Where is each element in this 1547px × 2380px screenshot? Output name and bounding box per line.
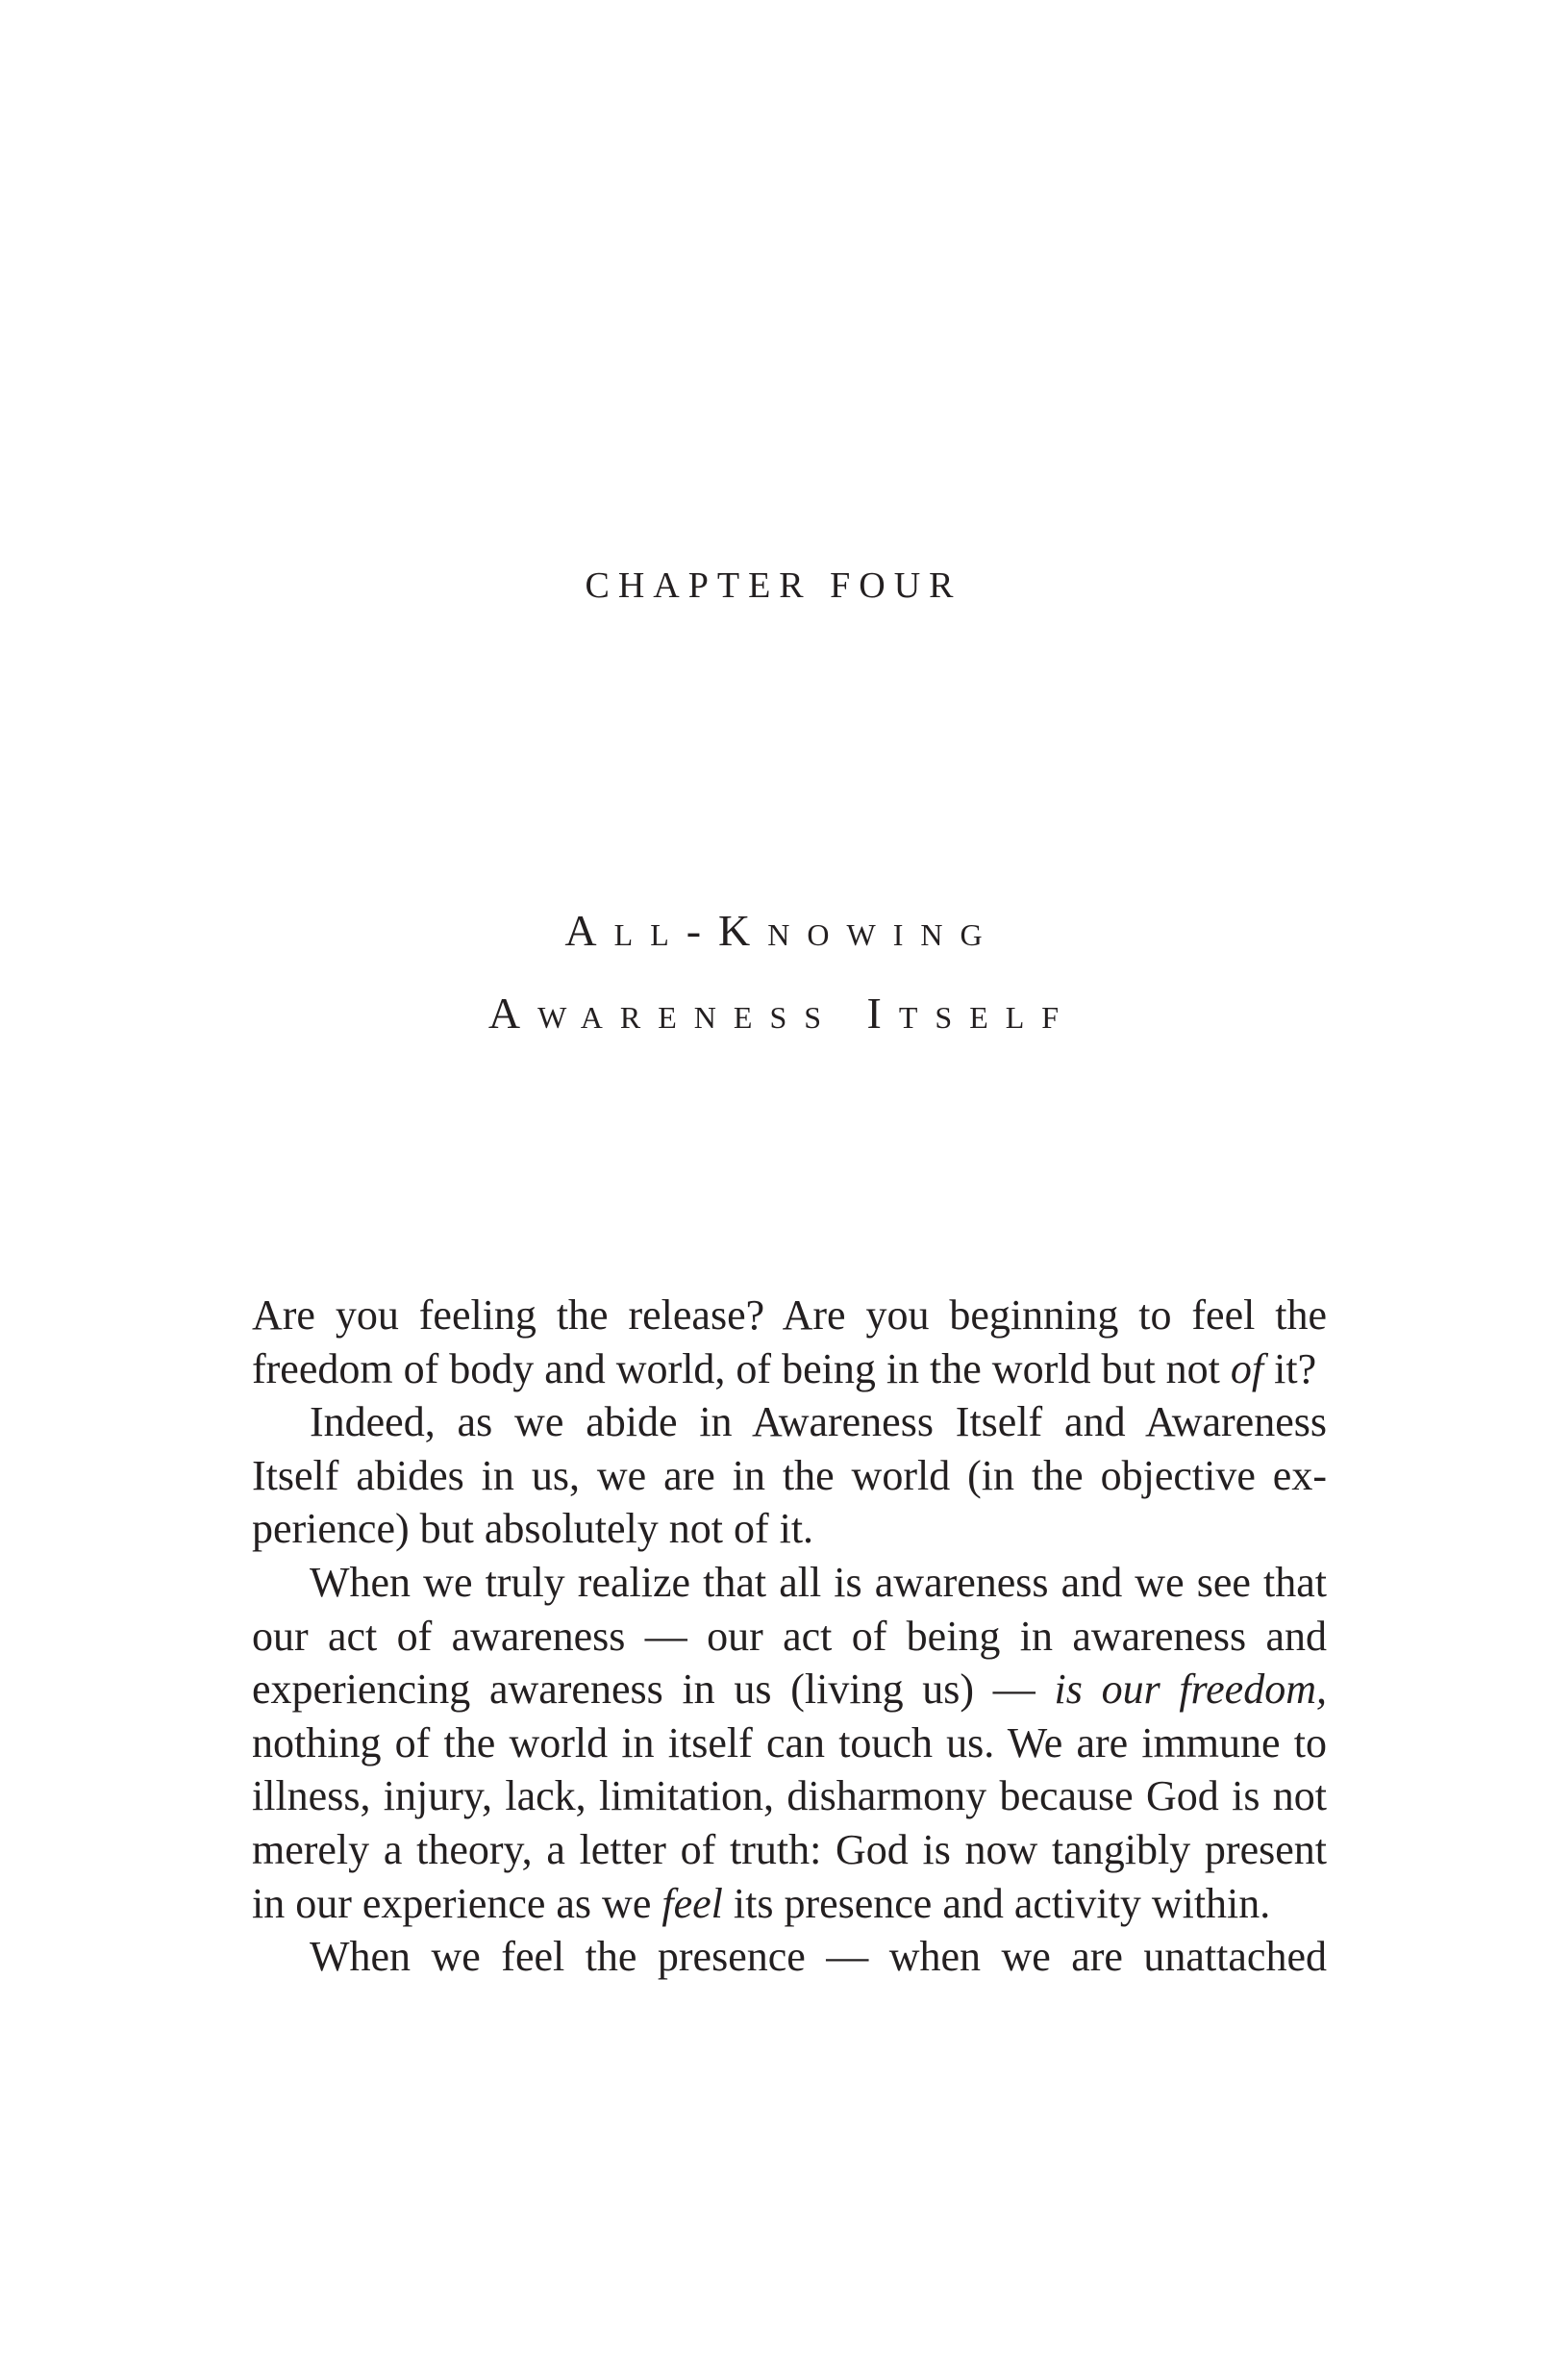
paragraph-1-emphasis: of <box>1230 1344 1264 1392</box>
paragraph-1-text-b: it? <box>1263 1344 1317 1392</box>
paragraph-3-emphasis-2: feel <box>661 1879 723 1927</box>
chapter-title-line-2: Awareness Itself <box>487 989 1077 1038</box>
chapter-label: CHAPTER FOUR <box>585 565 962 606</box>
chapter-title-line-1: All-Knowing <box>564 906 1000 955</box>
paragraph-3 <box>252 1556 1327 1930</box>
body-text <box>252 1289 1327 1984</box>
paragraph-3-text-b: nothing of the world in itself can touch us. We are immune to illness, injury, lack, limitation, disharmony because God is not merely a theory, a letter of truth: God is now tangibly present in our experience as we <box>252 1718 1327 1927</box>
paragraph-1 <box>252 1289 1327 1395</box>
paragraph-3-emphasis-1: is our freedom, <box>1054 1666 1327 1714</box>
chapter-title <box>0 889 1547 1055</box>
paragraph-1-text-a: Are you feeling the release? Are you beginning to feel the freedom of body and world, of being in the world but not <box>252 1291 1327 1392</box>
paragraph-2: Indeed, as we abide in Awareness Itself and Awareness Itself abides in us, we are in the world (in the objective ex-perience) but absolutely not of it. <box>252 1398 1327 1553</box>
paragraph-4: When we feel the presence — when we are unattached <box>310 1933 1327 1981</box>
paragraph-3-text-a: When we truly realize that all is awareness and we see that our act of awareness — our act of being in awareness and experiencing awareness in us (living us) — <box>252 1558 1327 1714</box>
paragraph-3-text-c: its presence and activity within. <box>722 1879 1271 1927</box>
